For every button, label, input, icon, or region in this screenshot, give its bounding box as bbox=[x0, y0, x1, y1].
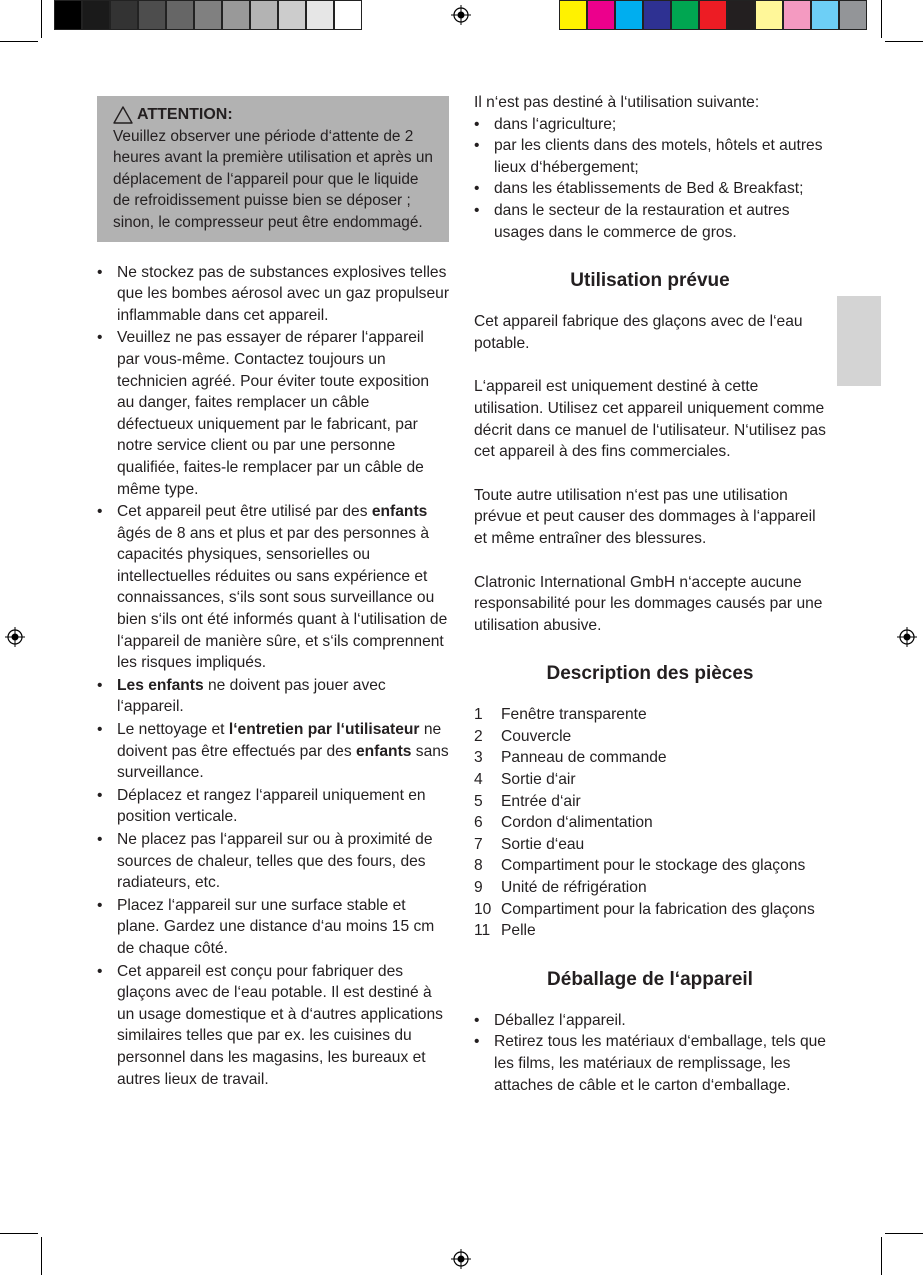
list-item bbox=[97, 501, 449, 674]
grayscale-color-bar bbox=[54, 0, 362, 30]
crop-mark bbox=[41, 1237, 42, 1275]
color-swatch bbox=[166, 0, 194, 30]
list-item bbox=[97, 895, 449, 960]
parts-list bbox=[474, 704, 826, 942]
color-swatch bbox=[194, 0, 222, 30]
part-item bbox=[474, 920, 826, 942]
crop-mark bbox=[885, 41, 923, 42]
bold-text: enfants bbox=[355, 742, 412, 760]
color-swatch bbox=[783, 0, 811, 30]
part-number: 1 bbox=[474, 706, 483, 724]
color-swatch bbox=[82, 0, 110, 30]
color-swatch bbox=[278, 0, 306, 30]
intended-use-paragraph: Clatronic International GmbH n‘accepte aucune responsabilité pour les dommages causés par une utilisation abusive. bbox=[474, 573, 823, 634]
crop-mark bbox=[41, 0, 42, 38]
part-label: Entrée d‘air bbox=[501, 792, 581, 810]
intended-use-paragraph: Cet appareil fabrique des glaçons avec de l‘eau potable. bbox=[474, 313, 803, 352]
color-swatch bbox=[615, 0, 643, 30]
attention-text: Veuillez observer une période d‘attente de 2 heures avant la première utilisation et après un déplacement de l‘appareil pour que le liquide de refroidissement puisse bien se déposer ; sinon, le compresseur peut être endommagé. bbox=[113, 127, 433, 231]
part-label: Compartiment pour le stockage des glaçons bbox=[501, 857, 806, 875]
list-item bbox=[97, 327, 449, 500]
intended-use-heading: Utilisation prévue bbox=[570, 270, 730, 292]
registration-mark-icon bbox=[451, 5, 471, 25]
not-intended-list bbox=[474, 114, 826, 244]
part-number: 4 bbox=[474, 771, 483, 789]
part-label: Unité de réfrigération bbox=[501, 879, 647, 897]
text-run: âgés de 8 ans et plus et par des personnes à capacités physiques, sensorielles ou intellectuelles réduites ou sans expérience et connaissances, s‘ils sont sous surveillance ou bien s‘ils ont été informés quant à l‘utilisation de l‘appareil de manière sûre, et s‘ils comprennent les risques impliqués. bbox=[117, 524, 448, 672]
crop-mark bbox=[885, 1233, 923, 1234]
part-number: 10 bbox=[474, 900, 492, 918]
warning-triangle-icon bbox=[113, 106, 133, 124]
part-item bbox=[474, 834, 826, 856]
registration-mark-icon bbox=[5, 627, 25, 647]
part-label: Compartiment pour la fabrication des glaçons bbox=[501, 900, 815, 918]
text-run: Ne placez pas l‘appareil sur ou à proximité de sources de chaleur, telles que des fours, des radiateurs, etc. bbox=[117, 831, 433, 892]
color-swatch bbox=[250, 0, 278, 30]
list-item: • dans les établissements de Bed & Breakfast; bbox=[474, 178, 826, 200]
text-run: Cet appareil peut être utilisé par des bbox=[117, 503, 372, 521]
part-number: 7 bbox=[474, 835, 483, 853]
list-item bbox=[97, 785, 449, 828]
part-label: Sortie d‘air bbox=[501, 771, 576, 789]
attention-heading bbox=[113, 104, 439, 126]
part-label: Panneau de commande bbox=[501, 749, 667, 767]
text-run: Veuillez ne pas essayer de réparer l‘appareil par vous-même. Contactez toujours un technicien agréé. Pour éviter toute exposition au danger, faites remplacer un câble défectueux uniquement par le fabricant, par notre service client ou par une personne qualifiée, faites-le remplacer par un câble de même type. bbox=[117, 329, 430, 498]
list-item bbox=[97, 961, 449, 1091]
list-item bbox=[97, 719, 449, 784]
part-label: Sortie d‘eau bbox=[501, 835, 585, 853]
part-number: 9 bbox=[474, 879, 483, 897]
color-swatch bbox=[671, 0, 699, 30]
text-run: sans surveillance. bbox=[117, 742, 449, 782]
part-label: Couvercle bbox=[501, 727, 572, 745]
bold-text: enfants bbox=[371, 503, 428, 521]
text-run: Cet appareil est conçu pour fabriquer des glaçons avec de l‘eau potable. Il est destiné à un usage domestique et à d‘autres applications similaires telles que par ex. les cuisines du personnel dans les magasins, les bureaux et autres lieux de travail. bbox=[117, 962, 443, 1088]
text-run: ne doivent pas être effectués par des bbox=[117, 721, 442, 760]
part-number: 6 bbox=[474, 814, 483, 832]
part-item bbox=[474, 769, 826, 791]
safety-instructions-list bbox=[97, 262, 449, 1091]
color-swatch bbox=[839, 0, 867, 30]
part-item bbox=[474, 747, 826, 769]
crop-mark bbox=[0, 41, 38, 42]
text-run: Placez l‘appareil sur une surface stable et plane. Gardez une distance d‘au moins 15 cm de chaque côté. bbox=[117, 896, 435, 957]
color-swatch bbox=[54, 0, 82, 30]
bold-text: l‘entretien par l‘utilisateur bbox=[228, 721, 420, 739]
part-item bbox=[474, 877, 826, 899]
color-swatch bbox=[138, 0, 166, 30]
color-swatch bbox=[811, 0, 839, 30]
part-number: 8 bbox=[474, 857, 483, 875]
list-item bbox=[97, 675, 449, 718]
color-swatch bbox=[587, 0, 615, 30]
part-item bbox=[474, 899, 826, 921]
list-item bbox=[97, 829, 449, 894]
crop-mark bbox=[0, 1233, 38, 1234]
part-label: Fenêtre transparente bbox=[501, 706, 647, 724]
text-run: Ne stockez pas de substances explosives telles que les bombes aérosol avec un gaz propulseur inflammable dans cet appareil. bbox=[117, 263, 450, 324]
registration-mark-icon bbox=[897, 627, 917, 647]
color-swatch bbox=[559, 0, 587, 30]
right-column bbox=[474, 92, 826, 1096]
crop-mark bbox=[881, 1237, 882, 1275]
process-color-bar bbox=[559, 0, 867, 30]
intended-use-paragraph: L‘appareil est uniquement destiné à cette utilisation. Utilisez cet appareil uniquement comme décrit dans ce manuel de l‘utilisateur. N‘utilisez pas cet appareil à des fins commerciales. bbox=[474, 378, 826, 461]
language-side-tab bbox=[837, 296, 881, 386]
color-swatch bbox=[727, 0, 755, 30]
registration-mark-icon bbox=[451, 1249, 471, 1269]
list-item: • Retirez tous les matériaux d‘emballage, tels que les films, les matériaux de remplissage, les attaches de câble et le carton d‘emballage. bbox=[474, 1031, 826, 1096]
text-run: ne doivent pas jouer avec l‘appareil. bbox=[117, 676, 386, 716]
list-item bbox=[97, 262, 449, 327]
color-swatch bbox=[699, 0, 727, 30]
list-item: • Déballez l‘appareil. bbox=[474, 1010, 826, 1032]
color-swatch bbox=[306, 0, 334, 30]
color-swatch bbox=[755, 0, 783, 30]
attention-box bbox=[97, 96, 449, 242]
list-item: • dans l‘agriculture; bbox=[474, 114, 826, 136]
part-label: Pelle bbox=[501, 922, 536, 940]
part-item bbox=[474, 791, 826, 813]
crop-mark bbox=[881, 0, 882, 38]
color-swatch bbox=[643, 0, 671, 30]
attention-title: ATTENTION: bbox=[137, 106, 233, 123]
list-item: • dans le secteur de la restauration et autres usages dans le commerce de gros. bbox=[474, 200, 826, 243]
part-label: Cordon d‘alimentation bbox=[501, 814, 653, 832]
unpacking-list bbox=[474, 1010, 826, 1096]
intended-use-paragraph: Toute autre utilisation n‘est pas une utilisation prévue et peut causer des dommages à l‘appareil et même entraîner des blessures. bbox=[474, 486, 816, 547]
part-number: 5 bbox=[474, 792, 483, 810]
left-column bbox=[97, 96, 449, 1091]
part-number: 3 bbox=[474, 749, 483, 767]
part-item bbox=[474, 855, 826, 877]
bold-text: Les enfants bbox=[117, 676, 204, 694]
part-item bbox=[474, 812, 826, 834]
color-swatch bbox=[222, 0, 250, 30]
list-item: • par les clients dans des motels, hôtels et autres lieux d‘hébergement; bbox=[474, 135, 826, 178]
not-intended-intro: Il n‘est pas destiné à l‘utilisation suivante: bbox=[474, 94, 760, 111]
text-run: Déplacez et rangez l‘appareil uniquement en position verticale. bbox=[117, 786, 426, 826]
part-number: 11 bbox=[474, 922, 491, 940]
part-item bbox=[474, 704, 826, 726]
part-number: 2 bbox=[474, 727, 483, 745]
color-swatch bbox=[110, 0, 138, 30]
part-item bbox=[474, 726, 826, 748]
color-swatch bbox=[334, 0, 362, 30]
text-run: Le nettoyage et bbox=[117, 721, 229, 739]
unpacking-heading: Déballage de l‘appareil bbox=[547, 968, 753, 990]
parts-heading: Description des pièces bbox=[546, 663, 754, 685]
